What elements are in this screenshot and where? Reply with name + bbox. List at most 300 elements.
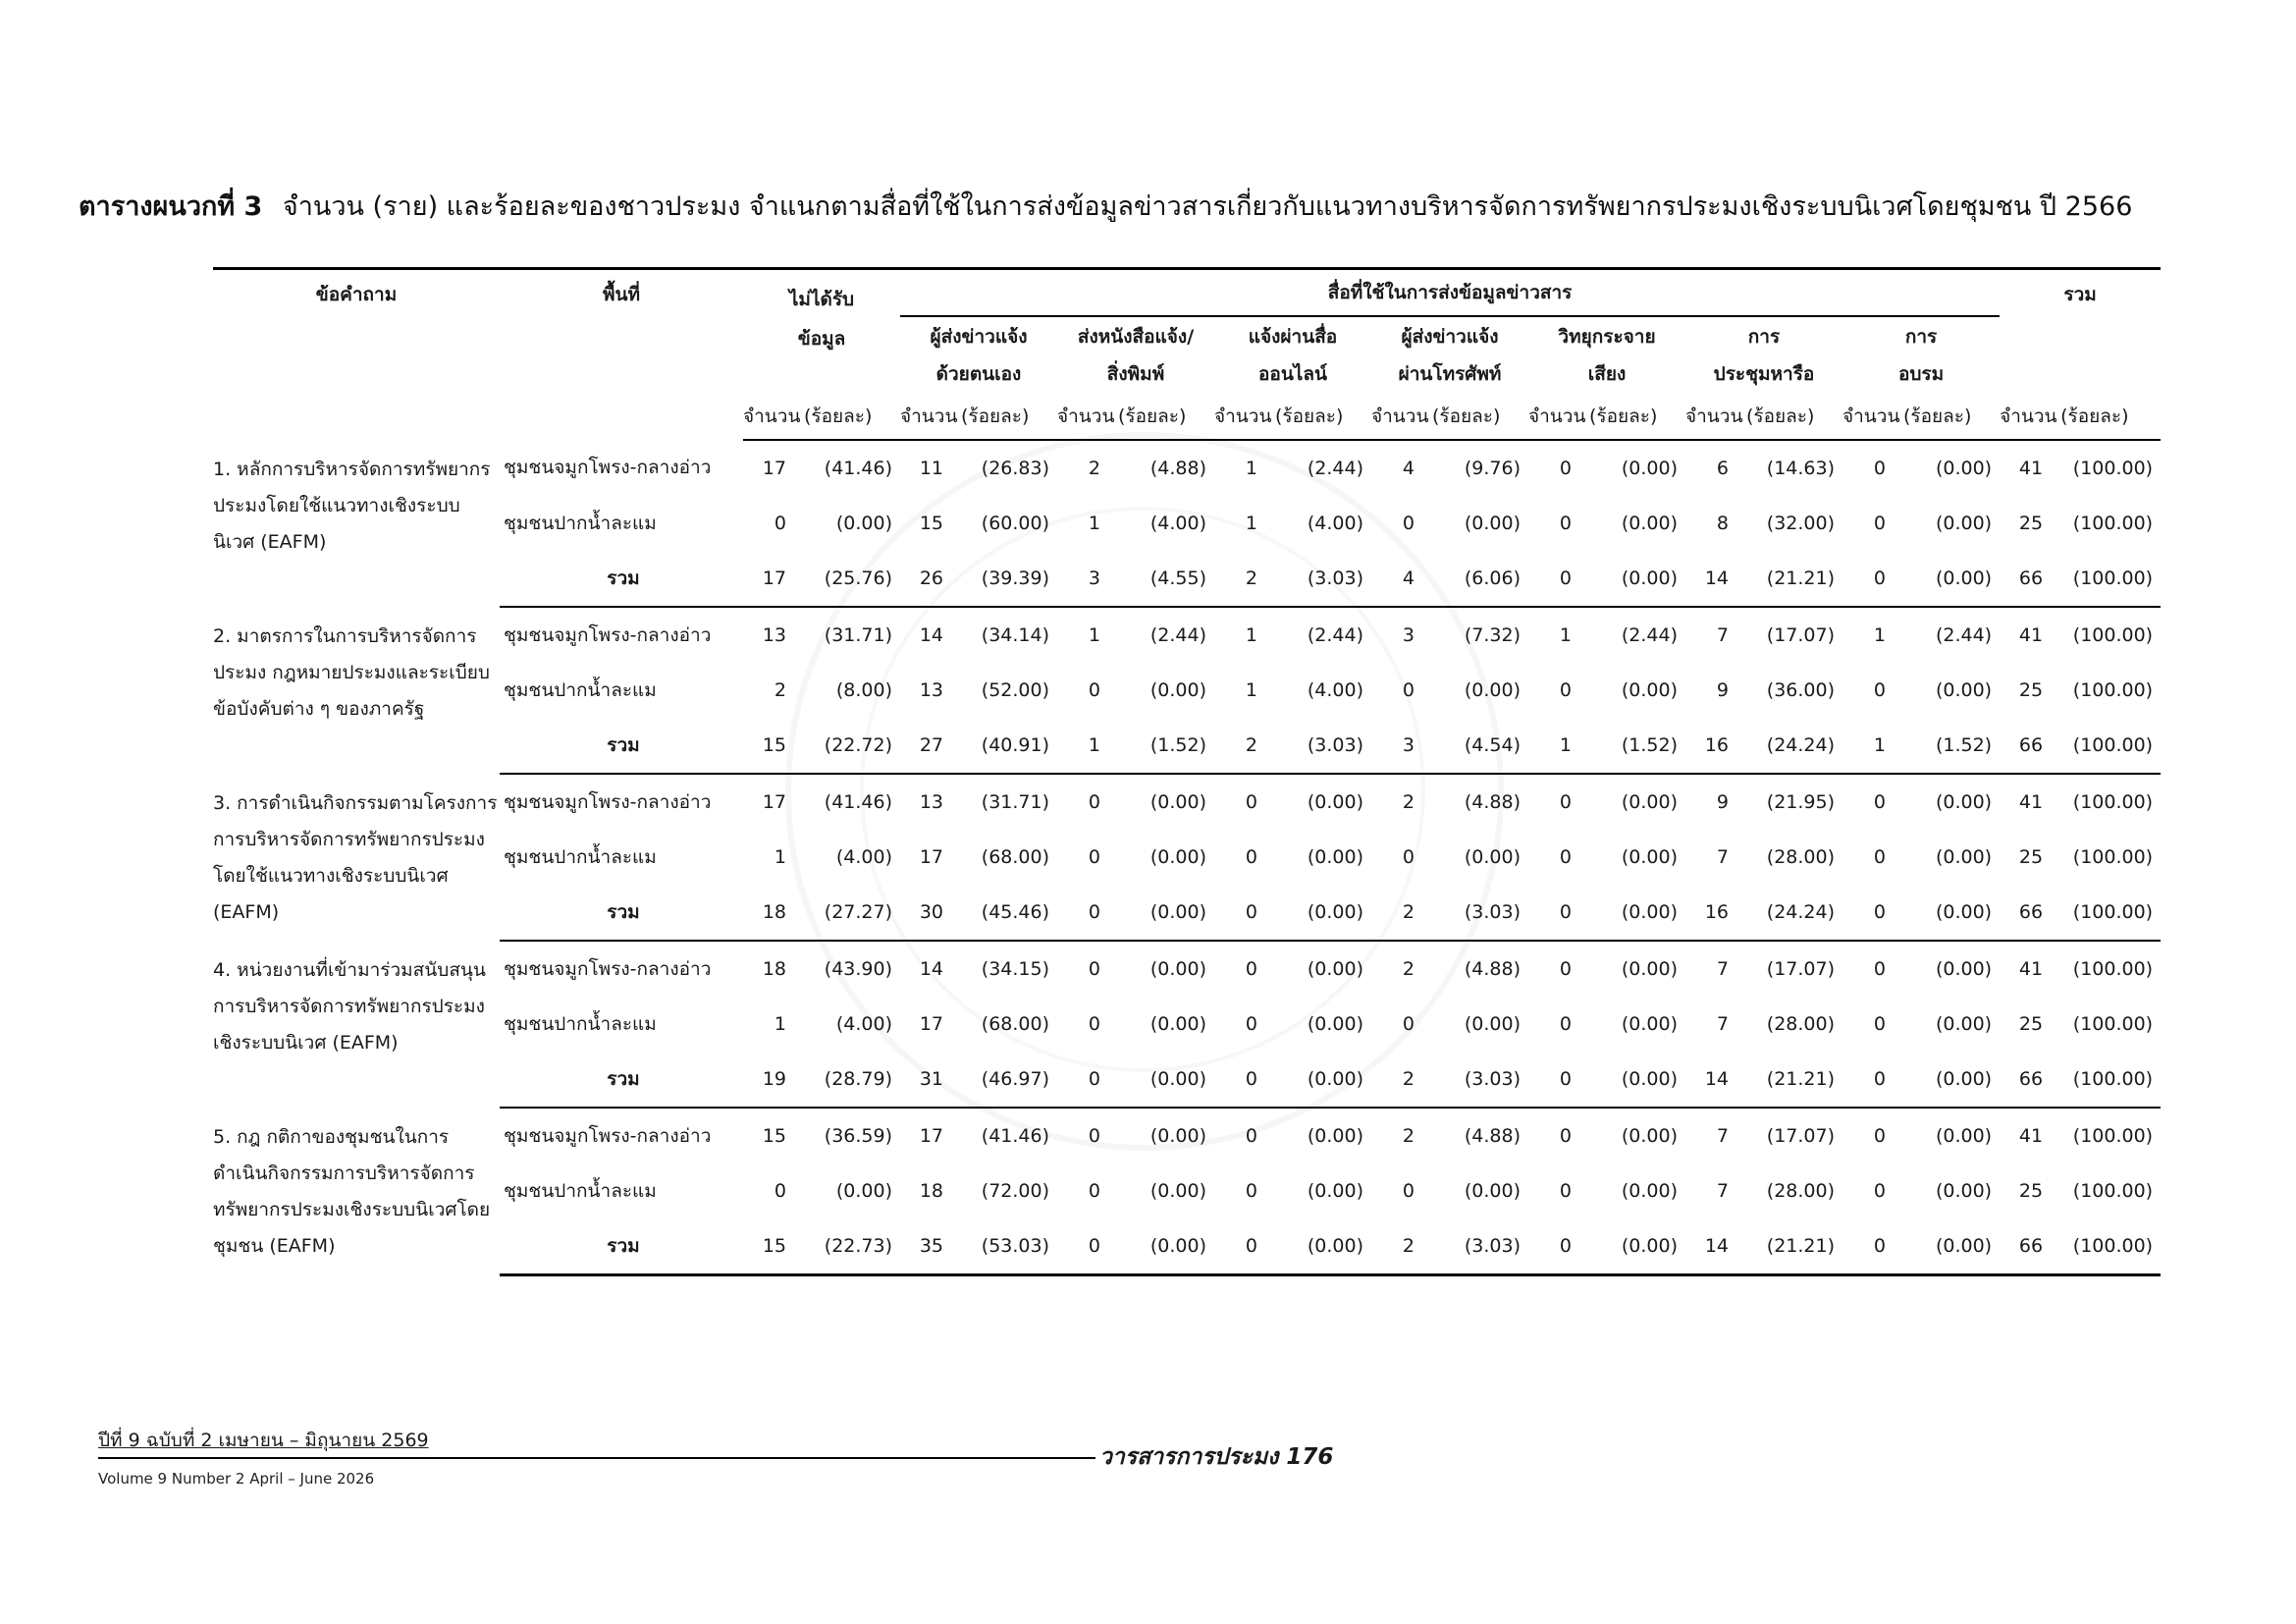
count-cell: 0: [1245, 1012, 1257, 1035]
table-row: [213, 718, 2161, 774]
count-cell: 0: [1559, 1124, 1572, 1147]
header-sub-pct: (ร้อยละ): [800, 395, 900, 440]
count-cell: 2: [1371, 885, 1428, 941]
header-area: พื้นที่: [500, 269, 743, 440]
header-sub-count: จำนวน: [1214, 395, 1271, 440]
count-cell: 0: [1402, 512, 1415, 534]
question-cell: 2. มาตรการในการบริหารจัดการประมง กฎหมายประมงและระเบียบข้อบังคับต่าง ๆ ของภาครัฐ: [213, 624, 490, 720]
count-cell: 9: [1716, 790, 1729, 813]
percent-cell: (26.83): [981, 457, 1049, 479]
count-cell: 1: [1057, 718, 1114, 774]
count-cell: 0: [1528, 551, 1585, 607]
count-cell: 0: [1088, 957, 1100, 980]
percent-cell: (21.21): [1742, 551, 1842, 607]
percent-cell: (0.00): [835, 1179, 892, 1202]
header-sub-count: จำนวน: [1842, 395, 1899, 440]
percent-cell: (0.00): [1935, 457, 1993, 479]
percent-cell: (0.00): [1621, 678, 1678, 701]
count-cell: 14: [1685, 551, 1742, 607]
count-cell: 0: [1245, 1124, 1257, 1147]
percent-cell: (0.00): [1935, 845, 1993, 868]
header-sub-pct: (ร้อยละ): [1428, 395, 1528, 440]
percent-cell: (0.00): [1114, 1052, 1214, 1108]
percent-cell: (100.00): [2072, 457, 2154, 479]
header-sub-pct: (ร้อยละ): [1271, 395, 1371, 440]
header-media-3: [1214, 316, 1371, 395]
percent-cell: (28.00): [1766, 1179, 1835, 1202]
count-cell: 0: [1559, 512, 1572, 534]
percent-cell: (52.00): [981, 678, 1049, 701]
percent-cell: (2.44): [1621, 623, 1678, 646]
percent-cell: (21.21): [1742, 1052, 1842, 1108]
percent-cell: (31.71): [981, 790, 1049, 813]
count-cell: 1: [1088, 512, 1100, 534]
percent-cell: (41.46): [981, 1124, 1049, 1147]
percent-cell: (31.71): [824, 623, 892, 646]
percent-cell: (0.00): [1464, 845, 1521, 868]
count-cell: 0: [1842, 1052, 1899, 1108]
count-cell: 35: [900, 1218, 957, 1275]
percent-cell: (34.15): [981, 957, 1049, 980]
percent-cell: (100.00): [2072, 790, 2154, 813]
count-cell: 2: [1371, 1052, 1428, 1108]
count-cell: 26: [900, 551, 957, 607]
count-cell: 1: [1245, 623, 1257, 646]
count-cell: 17: [762, 457, 786, 479]
header-sub-count: จำนวน: [743, 395, 800, 440]
table-row: [213, 551, 2161, 607]
header-media-line2: สิ่งพิมพ์: [1106, 363, 1165, 385]
percent-cell: (0.00): [1149, 957, 1206, 980]
count-cell: 18: [919, 1179, 943, 1202]
area-cell: ชุมชนปากน้ำละแม: [504, 1012, 657, 1035]
count-cell: 0: [1873, 790, 1886, 813]
table-row: [213, 774, 2161, 830]
percent-cell: (4.88): [1149, 457, 1206, 479]
percent-cell: (0.00): [1585, 885, 1685, 941]
percent-cell: (2.44): [1307, 623, 1363, 646]
count-cell: 1: [774, 845, 786, 868]
count-cell: 0: [1842, 885, 1899, 941]
count-cell: 0: [1088, 1012, 1100, 1035]
percent-cell: (0.00): [1621, 512, 1678, 534]
percent-cell: (0.00): [1935, 957, 1993, 980]
table-row: [213, 830, 2161, 885]
percent-cell: (0.00): [1149, 1179, 1206, 1202]
header-media-1: [900, 316, 1057, 395]
area-cell: ชุมชนปากน้ำละแม: [504, 1179, 657, 1202]
count-cell: 2: [1214, 718, 1271, 774]
count-cell: 0: [1559, 1179, 1572, 1202]
area-total-cell: รวม: [500, 1052, 743, 1108]
count-cell: 4: [1402, 457, 1415, 479]
count-cell: 1: [1528, 718, 1585, 774]
percent-cell: (2.44): [1307, 457, 1363, 479]
percent-cell: (0.00): [1271, 885, 1371, 941]
percent-cell: (43.90): [824, 957, 892, 980]
percent-cell: (1.52): [1899, 718, 2000, 774]
table-row: [213, 496, 2161, 551]
count-cell: 30: [900, 885, 957, 941]
count-cell: 0: [1057, 1052, 1114, 1108]
percent-cell: (1.52): [1114, 718, 1214, 774]
percent-cell: (0.00): [1585, 551, 1685, 607]
count-cell: 1: [1088, 623, 1100, 646]
count-cell: 31: [900, 1052, 957, 1108]
percent-cell: (68.00): [981, 845, 1049, 868]
percent-cell: (100.00): [2056, 885, 2161, 941]
count-cell: 0: [1842, 1218, 1899, 1275]
area-cell: ชุมชนจมูกโพรง-กลางอ่าว: [504, 957, 712, 980]
data-table: [213, 267, 2161, 1276]
count-cell: 0: [1842, 551, 1899, 607]
percent-cell: (0.00): [1899, 1218, 2000, 1275]
percent-cell: (0.00): [1585, 1218, 1685, 1275]
percent-cell: (46.97): [957, 1052, 1057, 1108]
count-cell: 7: [1716, 957, 1729, 980]
header-sub-pct: (ร้อยละ): [1585, 395, 1685, 440]
area-total-cell: รวม: [500, 551, 743, 607]
count-cell: 0: [1559, 457, 1572, 479]
percent-cell: (4.00): [1307, 678, 1363, 701]
count-cell: 15: [919, 512, 943, 534]
percent-cell: (28.00): [1766, 845, 1835, 868]
percent-cell: (0.00): [1464, 1012, 1521, 1035]
count-cell: 66: [2000, 718, 2056, 774]
percent-cell: (0.00): [1271, 1218, 1371, 1275]
header-sub-pct: (ร้อยละ): [957, 395, 1057, 440]
header-sub-count: จำนวน: [1685, 395, 1742, 440]
percent-cell: (0.00): [1899, 1052, 2000, 1108]
percent-cell: (0.00): [1935, 790, 1993, 813]
percent-cell: (2.44): [1149, 623, 1206, 646]
percent-cell: (60.00): [981, 512, 1049, 534]
header-total: รวม: [2000, 269, 2161, 395]
percent-cell: (7.32): [1464, 623, 1521, 646]
percent-cell: (0.00): [1307, 1012, 1363, 1035]
percent-cell: (100.00): [2072, 1012, 2154, 1035]
count-cell: 0: [1873, 678, 1886, 701]
count-cell: 0: [1559, 790, 1572, 813]
percent-cell: (1.52): [1585, 718, 1685, 774]
table-row: [213, 440, 2161, 496]
count-cell: 0: [1088, 1179, 1100, 1202]
count-cell: 1: [774, 1012, 786, 1035]
count-cell: 0: [1245, 845, 1257, 868]
percent-cell: (0.00): [1307, 790, 1363, 813]
percent-cell: (28.79): [800, 1052, 900, 1108]
header-media-line2: ออนไลน์: [1258, 363, 1327, 385]
header-question: ข้อคำถาม: [213, 269, 500, 440]
percent-cell: (39.39): [957, 551, 1057, 607]
percent-cell: (0.00): [1621, 1179, 1678, 1202]
percent-cell: (0.00): [1621, 1124, 1678, 1147]
header-media-line1: วิทยุกระจาย: [1558, 326, 1656, 348]
caption-label: ตารางผนวกที่ 3: [79, 191, 263, 222]
percent-cell: (100.00): [2072, 1124, 2154, 1147]
header-sub-count: จำนวน: [1528, 395, 1585, 440]
percent-cell: (0.00): [1935, 1179, 1993, 1202]
percent-cell: (0.00): [1464, 1179, 1521, 1202]
percent-cell: (0.00): [1149, 790, 1206, 813]
count-cell: 13: [762, 623, 786, 646]
table-row: [213, 1164, 2161, 1218]
area-cell: ชุมชนจมูกโพรง-กลางอ่าว: [504, 457, 712, 478]
percent-cell: (28.00): [1766, 1012, 1835, 1035]
count-cell: 0: [1559, 678, 1572, 701]
count-cell: 25: [2018, 678, 2044, 701]
question-cell: 4. หน่วยงานที่เข้ามาร่วมสนับสนุนการบริหารจัดการทรัพยากรประมงเชิงระบบนิเวศ (EAFM): [213, 958, 486, 1054]
header-no-info-label: ไม่ได้รับข้อมูล: [788, 289, 855, 350]
percent-cell: (0.00): [1464, 678, 1521, 701]
header-media-line2: ด้วยตนเอง: [935, 363, 1022, 385]
percent-cell: (4.88): [1464, 957, 1521, 980]
percent-cell: (0.00): [1899, 551, 2000, 607]
count-cell: 0: [1214, 1052, 1271, 1108]
table-row: [213, 663, 2161, 718]
percent-cell: (0.00): [1935, 678, 1993, 701]
count-cell: 19: [743, 1052, 800, 1108]
percent-cell: (17.07): [1766, 957, 1835, 980]
count-cell: 2: [1371, 1218, 1428, 1275]
percent-cell: (24.24): [1742, 885, 1842, 941]
percent-cell: (4.55): [1114, 551, 1214, 607]
count-cell: 15: [762, 1124, 786, 1147]
header-media-line2: เสียง: [1587, 363, 1627, 385]
percent-cell: (0.00): [1114, 885, 1214, 941]
count-cell: 0: [1245, 957, 1257, 980]
header-no-info: [743, 269, 900, 395]
percent-cell: (53.03): [957, 1218, 1057, 1275]
count-cell: 18: [762, 957, 786, 980]
percent-cell: (0.00): [1307, 1124, 1363, 1147]
header-sub-pct: (ร้อยละ): [1114, 395, 1214, 440]
header-media-line1: แจ้งผ่านสื่อ: [1248, 326, 1338, 348]
question-cell: 5. กฎ กติกาของชุมชนในการดำเนินกิจกรรมการบริหารจัดการทรัพยากรประมงเชิงระบบนิเวศโดยชุมชน (EAFM): [213, 1125, 491, 1257]
footer-rule: [98, 1457, 1095, 1459]
percent-cell: (0.00): [835, 512, 892, 534]
count-cell: 2: [1402, 790, 1415, 813]
count-cell: 0: [1559, 1012, 1572, 1035]
header-sub-count: จำนวน: [900, 395, 957, 440]
percent-cell: (4.00): [1149, 512, 1206, 534]
count-cell: 41: [2018, 790, 2044, 813]
percent-cell: (0.00): [1271, 1052, 1371, 1108]
count-cell: 0: [1873, 1179, 1886, 1202]
percent-cell: (0.00): [1899, 885, 2000, 941]
area-cell: ชุมชนปากน้ำละแม: [504, 678, 657, 701]
count-cell: 13: [919, 790, 943, 813]
table-row: [213, 1108, 2161, 1164]
count-cell: 0: [1088, 1124, 1100, 1147]
percent-cell: (3.03): [1271, 718, 1371, 774]
count-cell: 1: [1245, 512, 1257, 534]
count-cell: 1: [1842, 718, 1899, 774]
count-cell: 4: [1371, 551, 1428, 607]
footer-journal: วารสารการประมง 176: [1099, 1444, 1334, 1470]
count-cell: 1: [1245, 457, 1257, 479]
count-cell: 17: [762, 790, 786, 813]
count-cell: 14: [1685, 1218, 1742, 1275]
count-cell: 1: [1559, 623, 1572, 646]
count-cell: 15: [743, 1218, 800, 1275]
count-cell: 25: [2018, 1012, 2044, 1035]
count-cell: 17: [743, 551, 800, 607]
percent-cell: (0.00): [1149, 678, 1206, 701]
count-cell: 2: [1214, 551, 1271, 607]
count-cell: 0: [1245, 790, 1257, 813]
header-sub-pct: (ร้อยละ): [1742, 395, 1842, 440]
count-cell: 0: [1873, 957, 1886, 980]
table-caption: [79, 185, 2218, 227]
footer-issue-en: Volume 9 Number 2 April – June 2026: [98, 1470, 375, 1488]
count-cell: 16: [1685, 718, 1742, 774]
header-media-line1: การ: [1904, 326, 1938, 348]
header-media-line1: ผู้ส่งข่าวแจ้ง: [1401, 326, 1499, 348]
count-cell: 2: [1402, 1124, 1415, 1147]
percent-cell: (100.00): [2072, 623, 2154, 646]
count-cell: 17: [919, 1012, 943, 1035]
percent-cell: (8.00): [835, 678, 892, 701]
percent-cell: (4.88): [1464, 790, 1521, 813]
count-cell: 0: [1402, 845, 1415, 868]
table-row: [213, 1218, 2161, 1275]
count-cell: 11: [919, 457, 943, 479]
percent-cell: (100.00): [2056, 718, 2161, 774]
percent-cell: (4.00): [835, 1012, 892, 1035]
count-cell: 25: [2018, 845, 2044, 868]
header-sub-pct: (ร้อยละ): [2056, 395, 2161, 440]
count-cell: 0: [1528, 885, 1585, 941]
count-cell: 15: [743, 718, 800, 774]
count-cell: 1: [1245, 678, 1257, 701]
percent-cell: (2.44): [1935, 623, 1993, 646]
percent-cell: (22.73): [800, 1218, 900, 1275]
header-media-7: [1842, 316, 2000, 395]
percent-cell: (0.00): [1307, 1179, 1363, 1202]
percent-cell: (72.00): [981, 1179, 1049, 1202]
percent-cell: (0.00): [1149, 1124, 1206, 1147]
percent-cell: (21.21): [1742, 1218, 1842, 1275]
header-media-line1: ส่งหนังสือแจ้ง/: [1077, 326, 1195, 348]
percent-cell: (0.00): [1621, 790, 1678, 813]
table-row: [213, 885, 2161, 941]
count-cell: 0: [1402, 678, 1415, 701]
percent-cell: (14.63): [1766, 457, 1835, 479]
percent-cell: (100.00): [2056, 1218, 2161, 1275]
count-cell: 9: [1716, 678, 1729, 701]
percent-cell: (36.59): [824, 1124, 892, 1147]
count-cell: 2: [774, 678, 786, 701]
count-cell: 3: [1402, 623, 1415, 646]
percent-cell: (24.24): [1742, 718, 1842, 774]
percent-cell: (41.46): [824, 457, 892, 479]
percent-cell: (3.03): [1428, 1218, 1528, 1275]
percent-cell: (0.00): [1621, 845, 1678, 868]
count-cell: 0: [1088, 790, 1100, 813]
percent-cell: (40.91): [957, 718, 1057, 774]
count-cell: 0: [1402, 1179, 1415, 1202]
percent-cell: (45.46): [957, 885, 1057, 941]
count-cell: 66: [2000, 1218, 2056, 1275]
percent-cell: (17.07): [1766, 1124, 1835, 1147]
percent-cell: (22.72): [800, 718, 900, 774]
percent-cell: (4.54): [1428, 718, 1528, 774]
count-cell: 1: [1873, 623, 1886, 646]
count-cell: 0: [1528, 1052, 1585, 1108]
count-cell: 0: [1088, 845, 1100, 868]
percent-cell: (0.00): [1935, 1012, 1993, 1035]
area-total-cell: รวม: [500, 885, 743, 941]
count-cell: 0: [1873, 512, 1886, 534]
header-media-line2: อบรม: [1897, 363, 1945, 385]
count-cell: 7: [1716, 1124, 1729, 1147]
count-cell: 41: [2018, 957, 2044, 980]
header-media-2: [1057, 316, 1214, 395]
count-cell: 0: [1057, 1218, 1114, 1275]
header-media-line1: การ: [1747, 326, 1781, 348]
area-cell: ชุมชนจมูกโพรง-กลางอ่าว: [504, 1124, 712, 1147]
percent-cell: (36.00): [1766, 678, 1835, 701]
percent-cell: (0.00): [1464, 512, 1521, 534]
count-cell: 41: [2018, 623, 2044, 646]
area-cell: ชุมชนปากน้ำละแม: [504, 845, 657, 868]
percent-cell: (100.00): [2072, 1179, 2154, 1202]
table-row: [213, 941, 2161, 997]
count-cell: 25: [2018, 1179, 2044, 1202]
header-sub-count: จำนวน: [1057, 395, 1114, 440]
footer-issue-th: ปีที่ 9 ฉบับที่ 2 เมษายน – มิถุนายน 2569: [98, 1430, 429, 1451]
header-sub-pct: (ร้อยละ): [1899, 395, 2000, 440]
count-cell: 7: [1716, 623, 1729, 646]
count-cell: 0: [1873, 1012, 1886, 1035]
percent-cell: (3.03): [1271, 551, 1371, 607]
percent-cell: (0.00): [1114, 1218, 1214, 1275]
count-cell: 16: [1685, 885, 1742, 941]
count-cell: 6: [1716, 457, 1729, 479]
count-cell: 13: [919, 678, 943, 701]
percent-cell: (0.00): [1585, 1052, 1685, 1108]
count-cell: 0: [1873, 457, 1886, 479]
percent-cell: (68.00): [981, 1012, 1049, 1035]
header-media-line2: ประชุมหารือ: [1713, 363, 1815, 385]
count-cell: 41: [2018, 1124, 2044, 1147]
count-cell: 7: [1716, 1179, 1729, 1202]
count-cell: 66: [2000, 885, 2056, 941]
count-cell: 18: [743, 885, 800, 941]
percent-cell: (32.00): [1766, 512, 1835, 534]
percent-cell: (9.76): [1464, 457, 1521, 479]
count-cell: 0: [1873, 845, 1886, 868]
header-media-4: [1371, 316, 1528, 395]
count-cell: 0: [1245, 1179, 1257, 1202]
count-cell: 8: [1716, 512, 1729, 534]
percent-cell: (4.88): [1464, 1124, 1521, 1147]
count-cell: 0: [774, 1179, 786, 1202]
percent-cell: (3.03): [1428, 1052, 1528, 1108]
count-cell: 0: [1088, 678, 1100, 701]
count-cell: 41: [2018, 457, 2044, 479]
percent-cell: (0.00): [1149, 845, 1206, 868]
count-cell: 14: [919, 623, 943, 646]
count-cell: 0: [1402, 1012, 1415, 1035]
percent-cell: (0.00): [1149, 1012, 1206, 1035]
table-row: [213, 997, 2161, 1052]
header-media-line1: ผู้ส่งข่าวแจ้ง: [930, 326, 1028, 348]
percent-cell: (100.00): [2056, 551, 2161, 607]
percent-cell: (0.00): [1307, 957, 1363, 980]
count-cell: 17: [919, 845, 943, 868]
